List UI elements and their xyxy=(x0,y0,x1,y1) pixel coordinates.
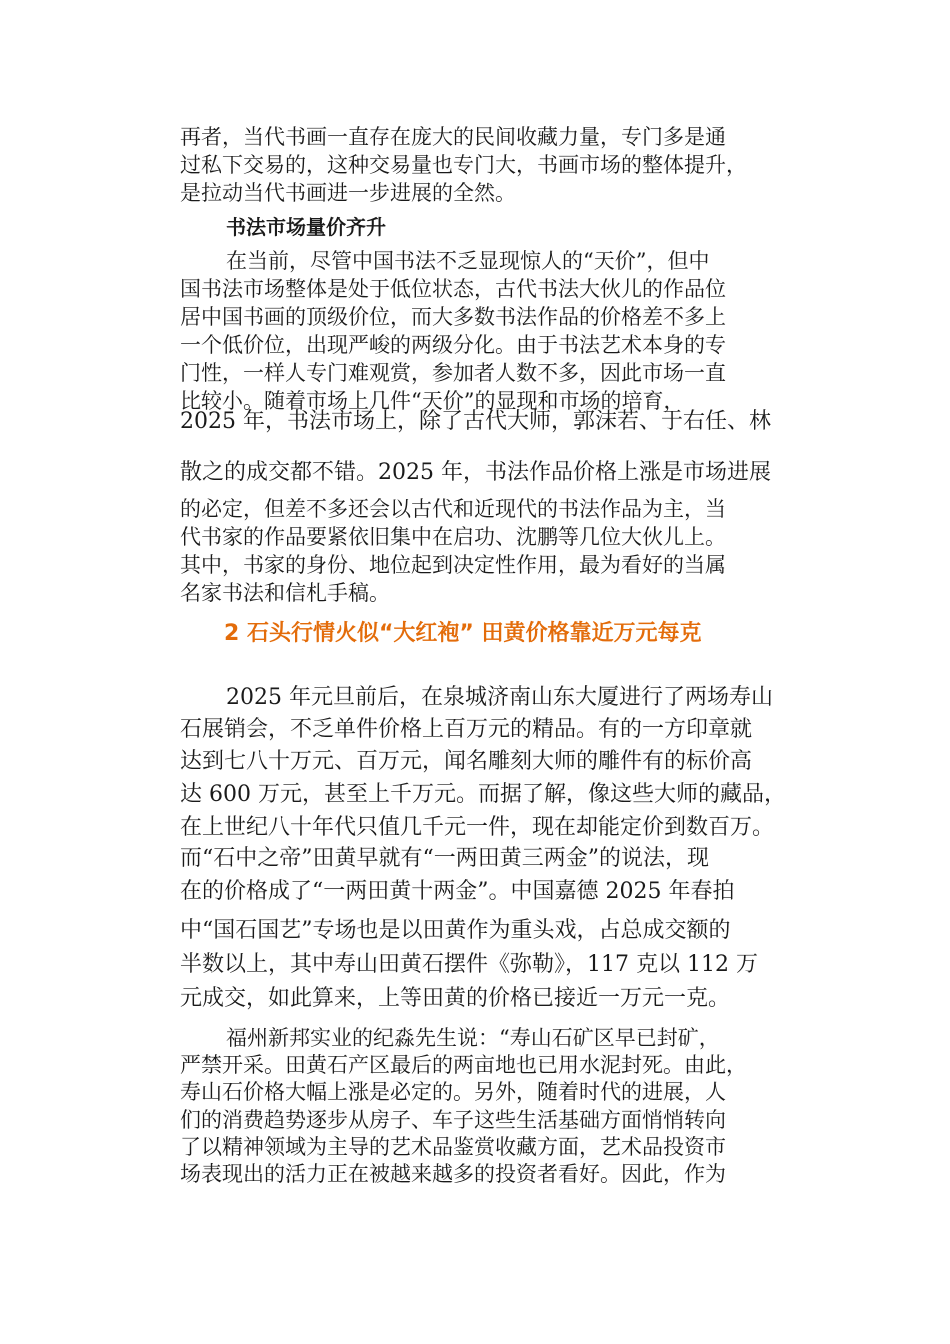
text-line: 再者，当代书画一直存在庞大的民间收藏力量，专门多是通 xyxy=(180,125,726,149)
text-line: 过私下交易的，这种交易量也专门大，书画市场的整体提升， xyxy=(180,153,747,177)
text-line: 而“石中之帝”田黄早就有“一两田黄三两金”的说法，现 xyxy=(180,846,709,871)
text-line: 其中，书家的身份、地位起到决定性作用，最为看好的当属 xyxy=(180,553,726,577)
text-line: 名家书法和信札手稿。 xyxy=(180,581,390,605)
text-line: 的必定，但差不多还会以古代和近现代的书法作品为主，当 xyxy=(180,497,726,521)
text-line: 了以精神领域为主导的艺术品鉴赏收藏方面，艺术品投资市 xyxy=(180,1135,726,1159)
text-line: 散之的成交都不错。2025 年，书法作品价格上涨是市场进展 xyxy=(180,460,771,485)
text-line: 2025 年元旦前后，在泉城济南山东大厦进行了两场寿山 xyxy=(226,685,773,710)
text-line: 居中国书画的顶级价位，而大多数书法作品的价格差不多上 xyxy=(180,305,726,329)
text-line: 达到七八十万元、百万元，闻名雕刻大师的雕件有的标价高 xyxy=(180,749,753,774)
text-line: 们的消费趋势逐步从房子、车子这些生活基础方面悄悄转向 xyxy=(180,1108,726,1132)
text-line: 2025 年，书法市场上，除了古代大师，郭沫若、于右任、林 xyxy=(180,409,771,434)
text-line: 门性，一样人专门难观赏，参加者人数不多，因此市场一直 xyxy=(180,361,726,385)
text-line: 达 600 万元，甚至上千万元。而据了解，像这些大师的藏品， xyxy=(180,782,786,807)
text-line: 半数以上，其中寿山田黄石摆件《弥勒》，117 克以 112 万 xyxy=(180,952,758,977)
text-line: 代书家的作品要紧依旧集中在启功、沈鹏等几位大伙儿上。 xyxy=(180,525,726,549)
text-line: 比较小。随着市场上几件“天价”的显现和市场的培育， xyxy=(180,389,685,413)
text-line: 福州新邦实业的纪淼先生说：“寿山石矿区早已封矿， xyxy=(226,1026,720,1050)
text-line: 是拉动当代书画进一步进展的全然。 xyxy=(180,181,516,205)
text-line: 国书法市场整体是处于低位状态，古代书法大伙儿的作品位 xyxy=(180,277,726,301)
text-line: 元成交，如此算来，上等田黄的价格已接近一万元一克。 xyxy=(180,986,731,1011)
text-line: 一个低价位，出现严峻的两级分化。由于书法艺术本身的专 xyxy=(180,333,726,357)
text-line: 场表现出的活力正在被越来越多的投资者看好。因此，作为 xyxy=(180,1162,726,1186)
section-heading-stone-market: 2 石头行情火似“大红袍” 田黄价格靠近万元每克 xyxy=(224,621,702,646)
text-line: 在上世纪八十年代只值几千元一件，现在却能定价到数百万。 xyxy=(180,815,775,840)
text-line: 严禁开采。田黄石产区最后的两亩地也已用水泥封死。由此， xyxy=(180,1053,747,1077)
text-line: 中“国石国艺”专场也是以田黄作为重头戏，占总成交额的 xyxy=(180,918,731,943)
text-line: 石展销会，不乏单件价格上百万元的精品。有的一方印章就 xyxy=(180,717,753,742)
text-line: 在的价格成了“一两田黄十两金”。中国嘉德 2025 年春拍 xyxy=(180,879,735,904)
subheading-calligraphy-market: 书法市场量价齐升 xyxy=(226,215,386,239)
text-line: 寿山石价格大幅上涨是必定的。另外，随着时代的进展，人 xyxy=(180,1080,726,1104)
text-line: 在当前，尽管中国书法不乏显现惊人的“天价”，但中 xyxy=(226,249,710,273)
